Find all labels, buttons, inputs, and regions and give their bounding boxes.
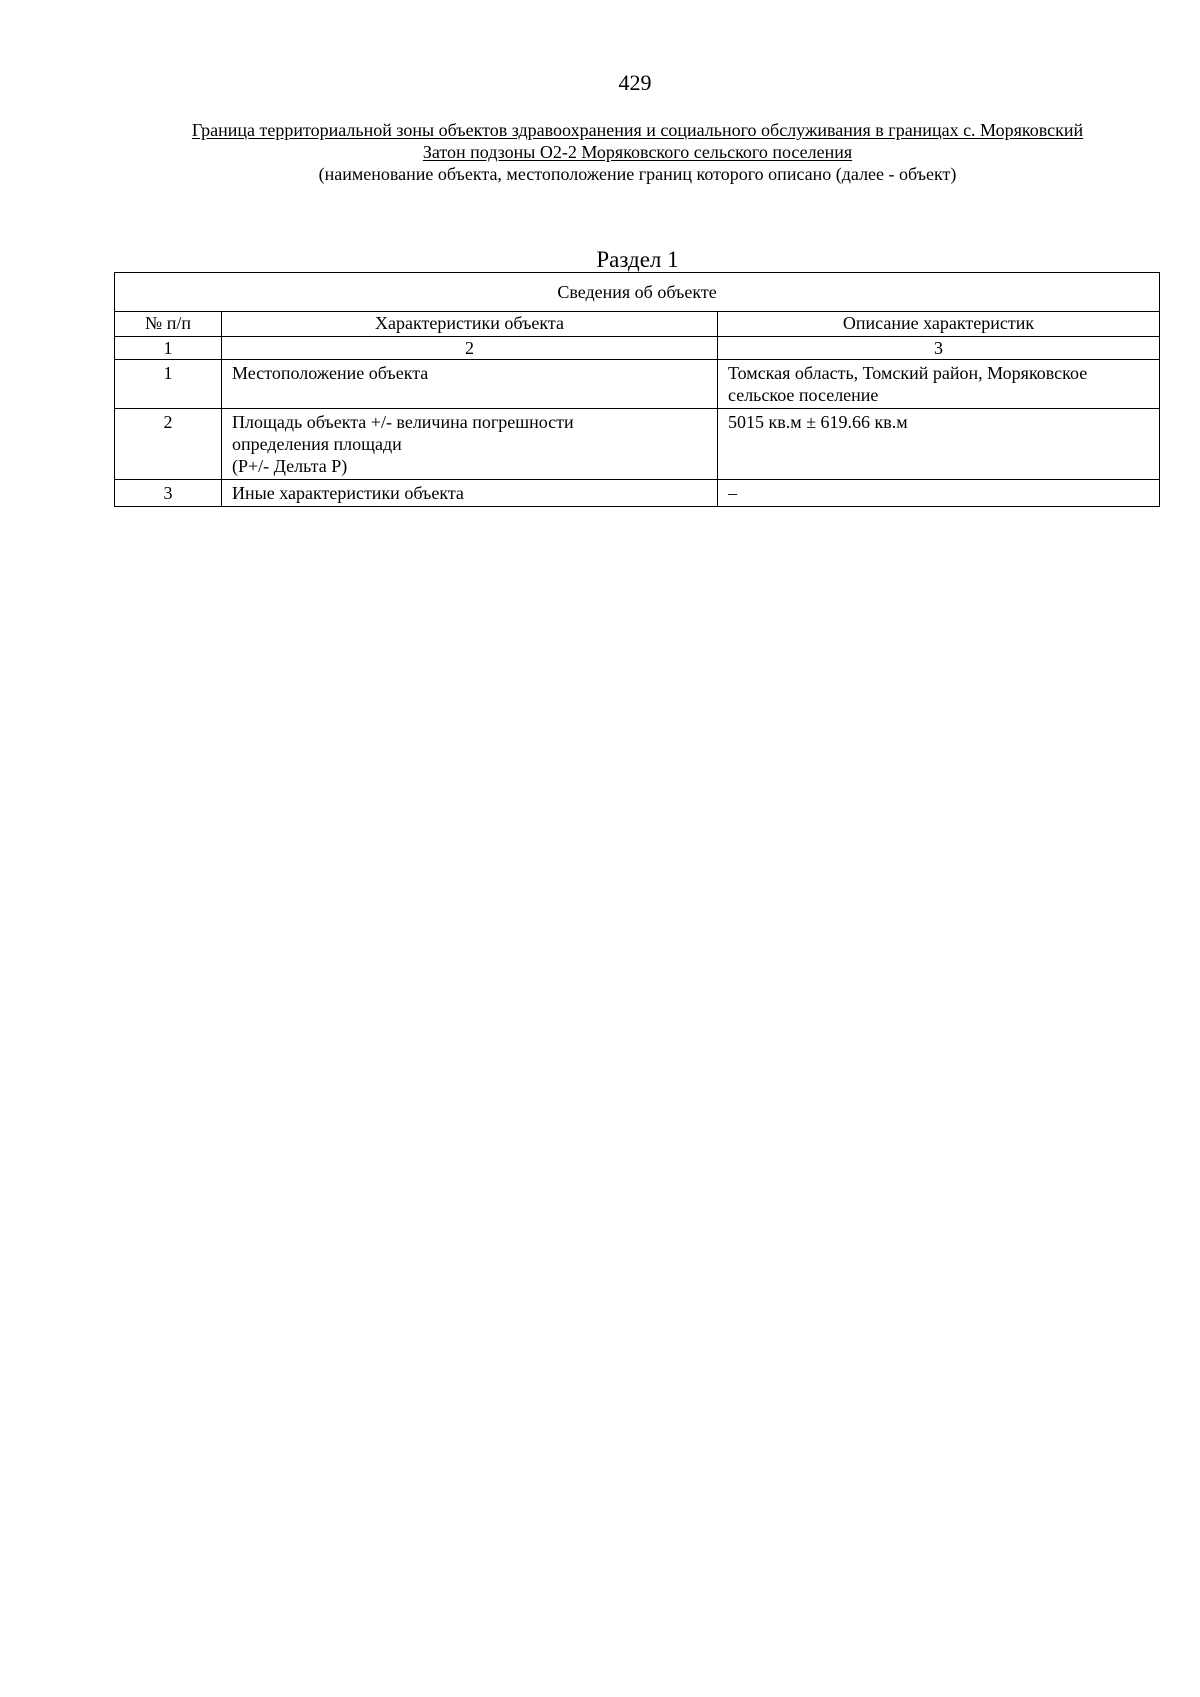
header-number: № п/п	[115, 312, 222, 337]
column-number-3: 3	[718, 337, 1160, 360]
table-caption-row	[115, 273, 1160, 312]
table-row	[115, 409, 1160, 480]
object-title	[115, 119, 1160, 163]
row-description-line: сельское поселение	[728, 385, 879, 405]
column-number-1: 1	[115, 337, 222, 360]
row-number: 2	[115, 409, 222, 480]
page-number: 429	[618, 70, 652, 95]
row-description: 5015 кв.м ± 619.66 кв.м	[718, 409, 1160, 480]
row-number: 1	[115, 360, 222, 409]
column-number-row	[115, 337, 1160, 360]
row-characteristic: Местоположение объекта	[222, 360, 718, 409]
object-title-note: (наименование объекта, местоположение границ которого описано (далее - объект)	[318, 164, 957, 184]
row-characteristic-line: определения площади	[232, 434, 402, 454]
table-row	[115, 480, 1160, 507]
row-description	[718, 360, 1160, 409]
row-characteristic	[222, 409, 718, 480]
header-characteristic: Характеристики объекта	[222, 312, 718, 337]
section-title: Раздел 1	[596, 247, 679, 272]
object-title-line-1: Граница территориальной зоны объектов здравоохранения и социального обслуживания в границах с. Моряковский	[191, 120, 1084, 140]
document-title-block	[115, 119, 1160, 185]
row-number: 3	[115, 480, 222, 507]
object-info-table	[114, 272, 1160, 507]
row-description-line: Томская область, Томский район, Моряковское	[728, 363, 1088, 383]
table-row	[115, 360, 1160, 409]
object-title-line-2: Затон подзоны О2-2 Моряковского сельского поселения	[422, 142, 853, 162]
column-number-2: 2	[222, 337, 718, 360]
header-description: Описание характеристик	[718, 312, 1160, 337]
table-caption: Сведения об объекте	[115, 273, 1160, 312]
row-characteristic-line: Площадь объекта +/- величина погрешности	[232, 412, 574, 432]
row-description: –	[718, 480, 1160, 507]
table-header-row	[115, 312, 1160, 337]
row-characteristic-line: (Р+/- Дельта Р)	[232, 456, 348, 476]
row-characteristic: Иные характеристики объекта	[222, 480, 718, 507]
